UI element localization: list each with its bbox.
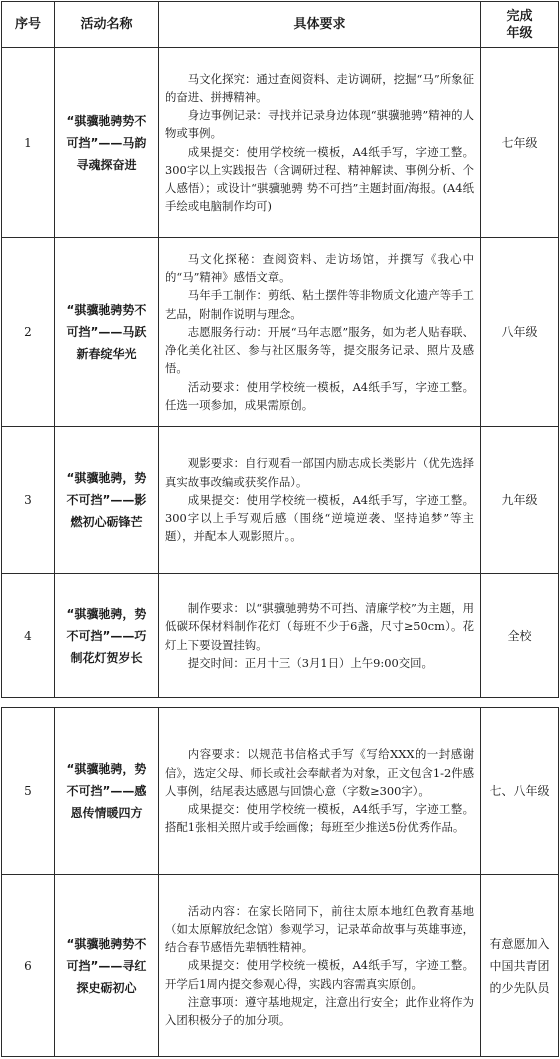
- requirements-cell: [159, 708, 481, 875]
- table-row: [2, 574, 559, 698]
- header-grade-line-2: 年级: [506, 25, 533, 41]
- row-number: 5: [2, 708, 55, 875]
- row-number: 6: [2, 875, 55, 1057]
- table-row: [2, 875, 559, 1057]
- grade-cell: 七年级: [481, 48, 559, 238]
- requirements-cell: [159, 427, 481, 574]
- row-number: 4: [2, 574, 55, 698]
- requirement-paragraph: 马年手工制作：剪纸、粘土摆件等非物质文化遗产等手工艺品，附制作说明与理念。: [165, 288, 474, 321]
- grade-cell: 八年级: [481, 238, 559, 427]
- requirement-paragraph: 志愿服务行动：开展“马年志愿”服务，如为老人贴春联、净化美化社区、参与社区服务等，提交服务记录、照片及感悟。: [165, 324, 474, 376]
- grade-cell: 全校: [481, 574, 559, 698]
- row-number: 1: [2, 48, 55, 238]
- row-number: 3: [2, 427, 55, 574]
- grade-cell: 有意愿加入中国共青团的少先队员: [481, 875, 559, 1057]
- requirement-paragraph: 制作要求：以“骐骥驰骋势不可挡、清廉学校”为主题，用低碳环保材料制作花灯（每班不少于6盏，尺寸≥50cm）。花灯上下要设置挂钩。: [165, 601, 474, 652]
- requirement-paragraph: 成果提交：使用学校统一模板，A4纸手写，字迹工整。300字以上实践报告（含调研过程、精神解读、事例分析、个人感悟）；或设计“骐骥驰骋 势不可挡”主题封面/海报。(A4纸手绘或电脑制作均可): [165, 144, 474, 214]
- requirement-paragraph: 马文化探究：通过查阅资料、走访调研，挖掘“马”所象征的奋进、拼搏精神。: [165, 71, 474, 104]
- activity-name: “骐骥驰骋势不可挡”——马跃新春绽华光: [55, 238, 159, 427]
- requirements-cell: [159, 875, 481, 1057]
- activity-table-page-2: [1, 707, 559, 1057]
- table-row: [2, 48, 559, 238]
- header-requirements: 具体要求: [159, 2, 481, 48]
- activity-table-page-1: [1, 1, 559, 698]
- requirements-cell: [159, 238, 481, 427]
- activity-name: “骐骥驰骋势不可挡”——寻红探史砺初心: [55, 875, 159, 1057]
- header-grade-line-1: 完成: [506, 8, 533, 24]
- requirement-paragraph: 成果提交：使用学校统一模板，A4纸手写，字迹工整。300字以上手写观后感（围绕“逆境逆袭、坚持追梦”等主题），并配本人观影照片。。: [165, 492, 474, 544]
- row-number: 2: [2, 238, 55, 427]
- table-row: [2, 238, 559, 427]
- requirement-paragraph: 成果提交：使用学校统一模板，A4纸手写，字迹工整。搭配1张相关照片或手绘画像；每班至少推送5份优秀作品。: [165, 802, 474, 835]
- requirement-paragraph: 成果提交：使用学校统一模板，A4纸手写，字迹工整。开学后1周内提交参观心得，实践内容需真实原创。: [165, 958, 474, 991]
- requirement-paragraph: 活动内容：在家长陪同下，前往太原本地红色教育基地（如太原解放纪念馆）参观学习，记录革命故事与英雄事迹，结合春节感悟先辈牺牲精神。: [165, 903, 474, 955]
- requirement-paragraph: 马文化探秘：查阅资料、走访场馆，并撰写《我心中的“马”精神》感悟文章。: [165, 252, 474, 285]
- header-grade: [481, 2, 559, 48]
- grade-cell: 七、八年级: [481, 708, 559, 875]
- activity-name: “骐骥驰骋，势不可挡”——影燃初心砺锋芒: [55, 427, 159, 574]
- activity-name: “骐骥驰骋势不可挡”——马韵寻魂探奋进: [55, 48, 159, 238]
- table-row: [2, 708, 559, 875]
- activity-name: “骐骥驰骋，势不可挡”——巧制花灯贺岁长: [55, 574, 159, 698]
- requirements-cell: [159, 48, 481, 238]
- requirement-paragraph: 注意事项：遵守基地规定，注意出行安全；此作业将作为入团积极分子的加分项。: [165, 994, 474, 1027]
- requirement-paragraph: 身边事例记录：寻找并记录身边体现“骐骥驰骋”精神的人物或事例。: [165, 108, 474, 141]
- activity-name: “骐骥驰骋，势不可挡”——感恩传情暖四方: [55, 708, 159, 875]
- table-header-row: [2, 2, 559, 48]
- header-serial-number: 序号: [2, 2, 55, 48]
- requirements-cell: [159, 574, 481, 698]
- grade-cell: 九年级: [481, 427, 559, 574]
- table-row: [2, 427, 559, 574]
- requirement-paragraph: 活动要求：使用学校统一模板，A4纸手写，字迹工整。任选一项参加，成果需原创。: [165, 379, 474, 412]
- requirement-paragraph: 观影要求：自行观看一部国内励志成长类影片（优先选择真实故事改编或获奖作品）。: [165, 456, 474, 489]
- header-activity-name: 活动名称: [55, 2, 159, 48]
- requirement-paragraph: 内容要求：以规范书信格式手写《写给XXX的一封感谢信》，选定父母、师长或社会奉献者为对象，正文包含1-2件感人事例，结尾表达感恩与回馈心意（字数≥300字）。: [165, 747, 474, 798]
- requirement-paragraph: 提交时间：正月十三（3月1日）上午9:00交回。: [187, 655, 433, 670]
